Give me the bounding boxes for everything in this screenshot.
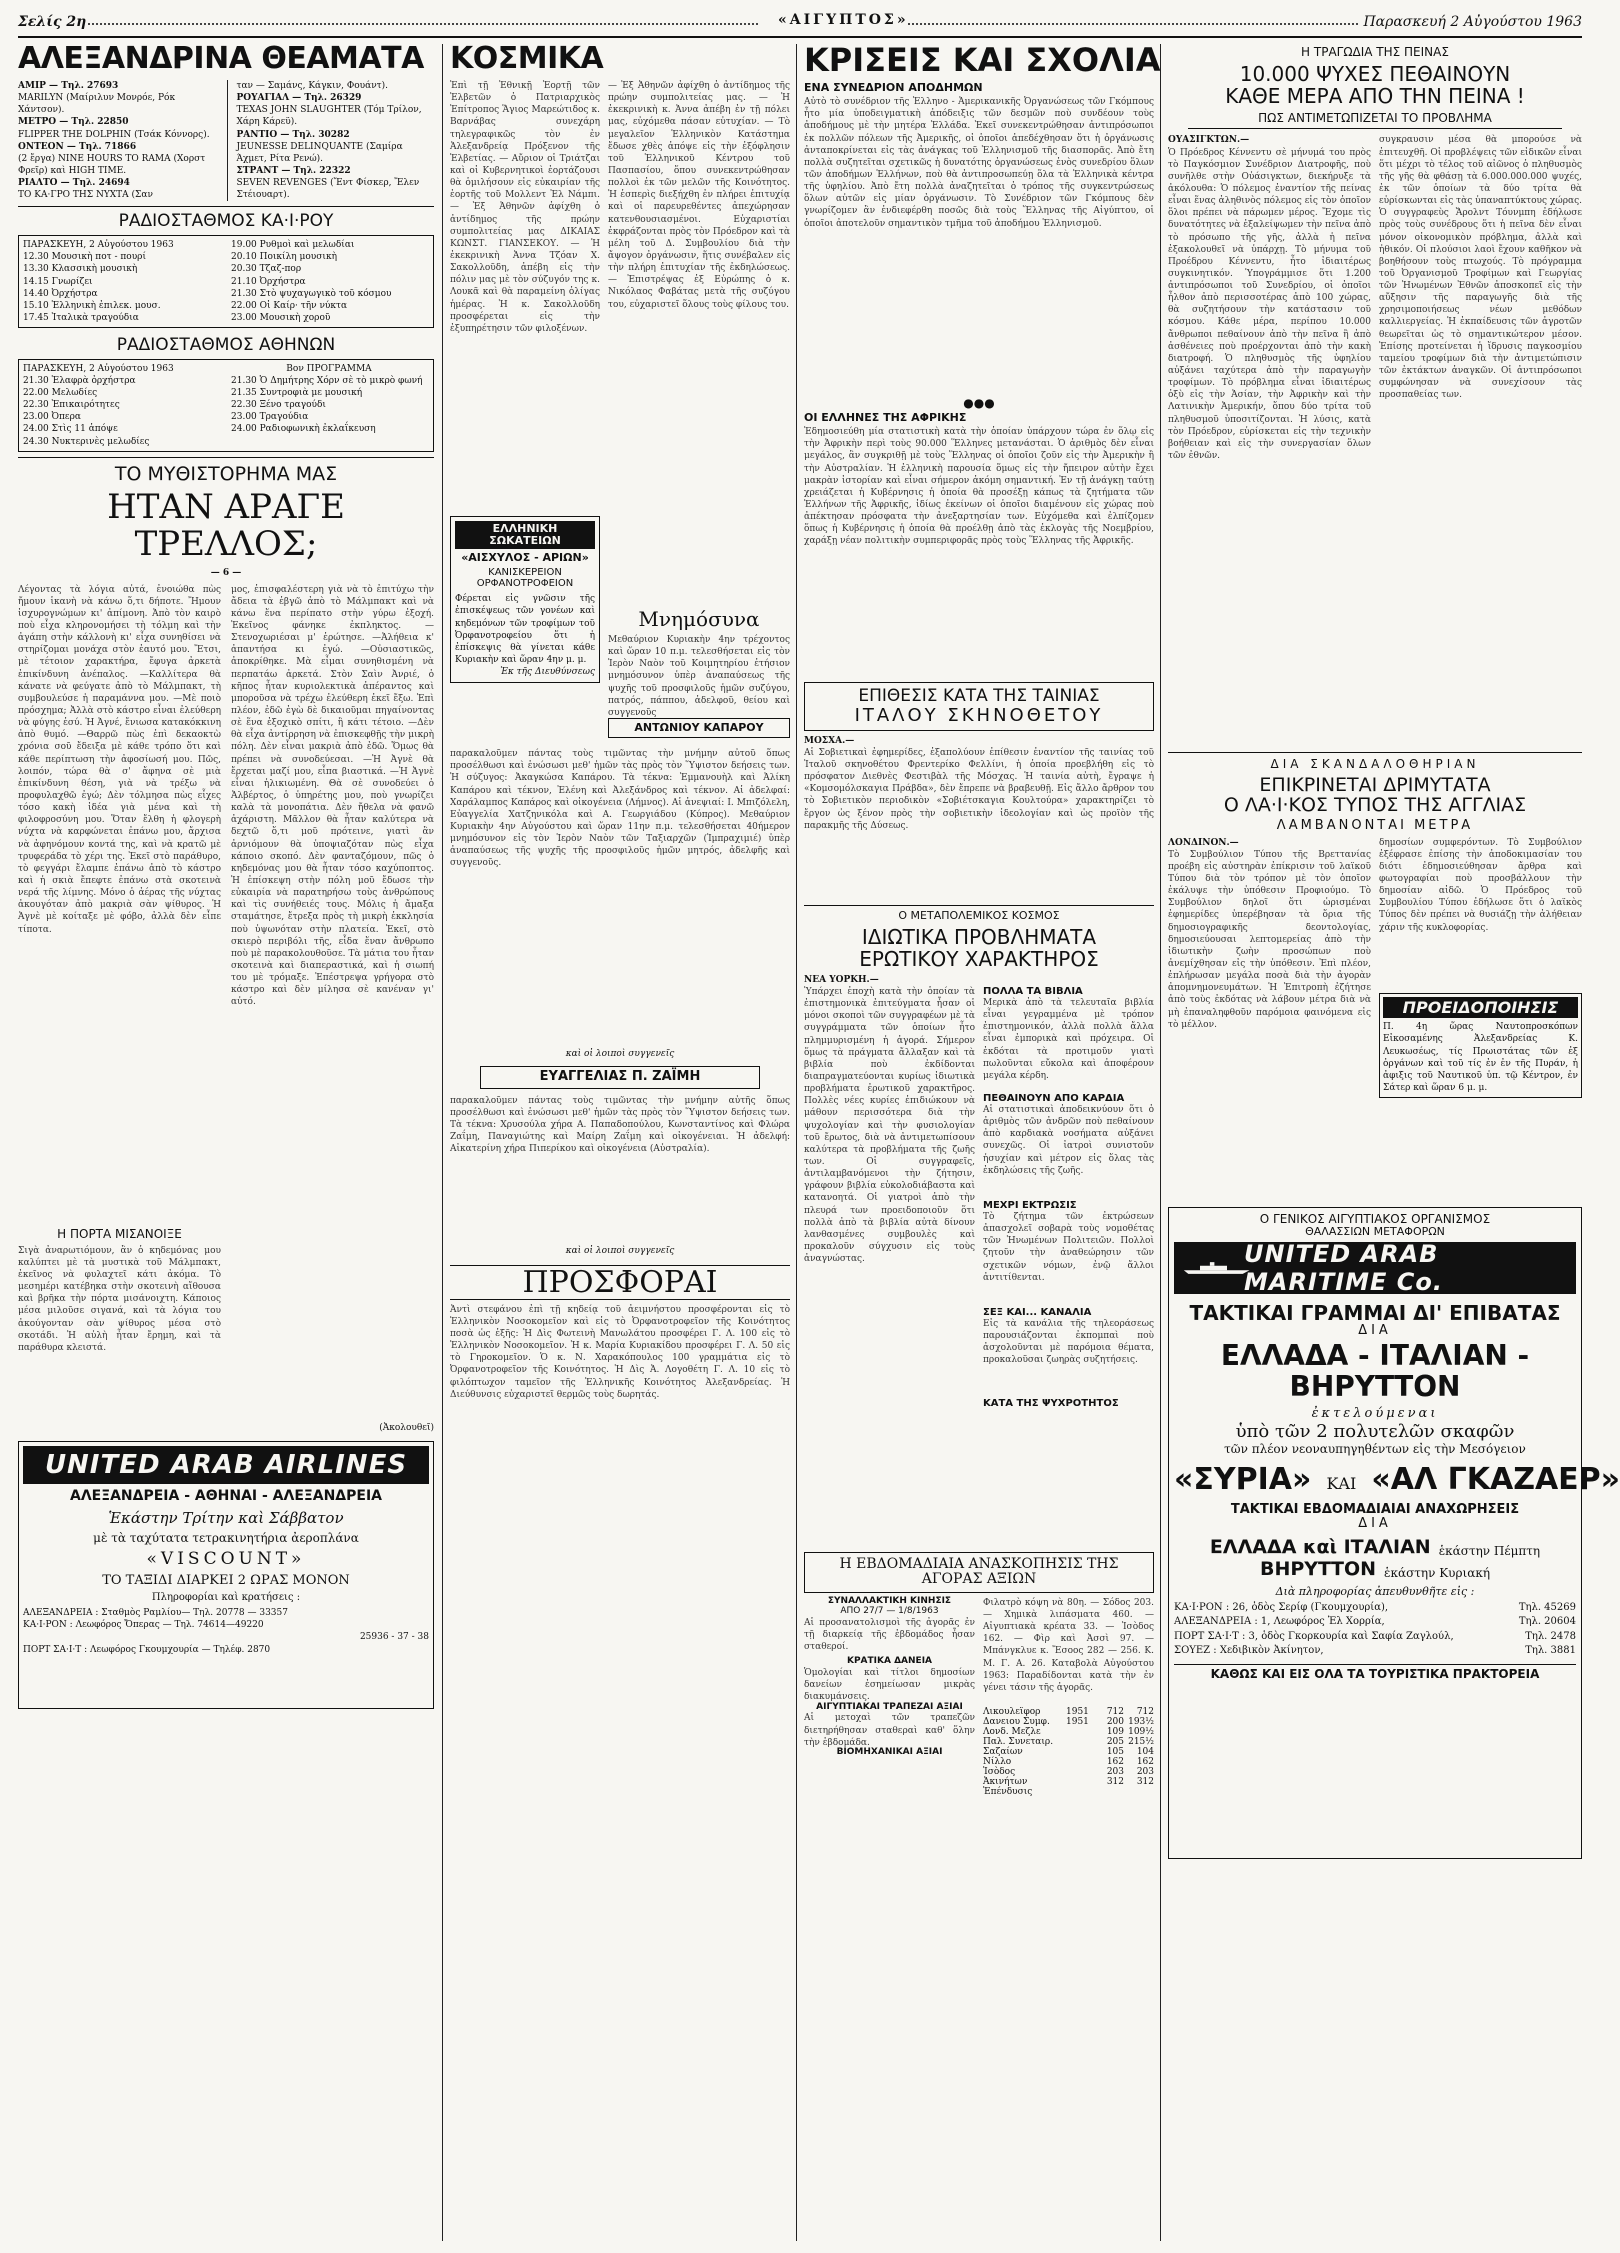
memorial-text: παρακαλοῦμεν πάντας τοὺς τιμῶντας τὴν μνήμην αὐτοῦ ὅπως προσέλθωσι καὶ ἑνώσωσι μεθ' ἡμῶν τὰς πρὸς τὸν Ὕψιστον δεήσεις των. Ἡ σύζυγος: Ἀκαγκώσα Καπάρου. Τὰ τέκνα: Ἐμμανουὴλ καὶ Ἀλίκη Καπάρου καὶ τέκνον, Ἐλένη καὶ Ἀλεξάνδρος καὶ τέκνον. Αἱ ἀδελφαί: Χαράλαμπος Καπάρος καὶ οἰκογένεια (Λήμνος). Αἱ ἀνεψιαί: Ι. Μπιζόλελη, Εὐαγγελία Χατζηνικόλα καὶ Α. Γεωργιάδου (Κύπρος). Μεθαύριον Κυριακὴν 4ην Αὐγούστου καὶ ὥραν 11ην π.μ. τελεσθήσεται 40ήμερον μνημόσυνον εἰς τὸν Ἱερὸν Ναὸν τῶν Ταξιαρχῶν (Ἰμπραχιμιέ) ὑπὲρ ἀναπαύσεως τῆς ψυχῆς τῆς προσφιλοῦς ἡμῶν μητρός, ἀδελφῆς καὶ συγγενοῦς. (450, 749, 790, 869)
article-text: Αὐτὸ τὸ συνέδριον τῆς Ἑλληνο - Ἀμερικανικῆς Ὀργανώσεως τῶν Γκόμπους ἦτο μία ὑποδειγματικὴ ἀπόδειξις τῶν δεσμῶν ποὺ συνδέουν τοὺς ἀποδήμους μὲ τὴν μητέρα Ἑλλάδα. Ἐκεῖ συνεκεντρώθησαν ἀντιπρόσωποι ἐκ πολλῶν πόλεων τῆς Ἀμερικῆς, οἱ ὁποῖοι ἀπεδέχθησαν ὅτι ἡ ὀργάνωσις ἀνταποκρίνεται εἰς τὰς ἀνάγκας τοῦ Ἑλληνισμοῦ τῆς διασπορᾶς. Ἀπὸ ἔτη πολλὰ συζητεῖται σχετικῶς ἡ δυνατότης ὀργανώσεως ἑνὸς συνεδρίου ὅλων τῶν ἀποδήμων Ἑλλήνων, ποὺ θὰ ἀντιπροσωπεύῃ ὅλα τὰ Ἑλληνικὰ κέντρα τῆς ὑφηλίου. Ἀπὸ ἔτη πολλὰ ἀναζητεῖται ὁ τρόπος τῆς συγκεντρώσεως ὅλων αὐτῶν εἰς μίαν ὀργάνωσιν. Τὸ Συνέδριον τῶν Γκόμπους δὲν γνωρίζομεν ἂν ἐνδιεφέρθη ποσῶς διὰ τοὺς Ἕλληνας τῆς Αἰγύπτου, οἱ ὁποῖοι ἀποτελοῦν σημαντικὸν τμῆμα τοῦ ἀποδήμου Ἑλληνισμοῦ. (804, 97, 1154, 229)
uaa-aircraft: «VISCOUNT» (146, 1549, 306, 1570)
divider (18, 206, 434, 207)
memorial-sign: καὶ οἱ λοιποὶ συγγενεῖς (565, 1245, 675, 1256)
cinema-line: MARILYN (Μαίριλυν Μονρόε, Ρόκ Χάντσον). (18, 93, 176, 116)
market-table (983, 1707, 1154, 1797)
dest-name: ΒΗΡΥΤΤΟΝ (1259, 1557, 1377, 1580)
section-title-commentary: ΚΡΙΣΕΙΣ ΚΑΙ ΣΧΟΛΙΑ (804, 41, 1161, 79)
novel-text: μος, ἐπισφαλέστερη γιὰ νὰ τὸ ἐπιτύχω τὴν ἄδεια τὰ ἐβγῶ ἀπὸ τὸ Μάλμπακτ καὶ νὰ κάνω ἕνα περίπατο στὴν γύρω ἐξοχή. Ἐκεῖνος φάνηκε ἐκπληκτος. —Στενοχωριέσαι μ' ἐρώτησε. —Ἀλήθεια κ' ἀπαντήσα κι ἐγώ. —Οὐσιαστικῶς, ἀποκρίθηκε. Μὰ εἶμαι συνηθισμένη νὰ περπατάω ἀρκετά. Στὸν Σαὶν Ἀνριέ, ὁ κῆπος ἦταν κυριολεκτικὰ ἀπέραντος καὶ μποροῦσα νὰ τρέχω ἐλεύθερη ἐκεῖ ἔξω. Ἐπὶ πλέον, ἐδῶ ἐγὼ δὲ δικαιοῦμαι πηγαίνοντας σὲ ἕνα ἐξοχικὸ σπίτι, ἢ κάτι τέτοιο. —Δὲν θὰ εἶχα ἀντίρρηση νὰ ἐπισκεφθῇς τὴν μικρὴ πόλη. Δὲν εἶναι μακριὰ ἀπὸ ἐδῶ. Ὅμως θὰ πρέπει νὰ συνοδεύεσαι. —Ἡ Ἀγνὲ θὰ ἔρχεται μαζί μου, εἶπα βιαστικά. —Ἡ Ἀγνὲ εἶναι ἡλικιωμένη. Θὰ σὲ συνοδεύει ὁ Ἀλβέρτος, ὁ ὑπηρέτης μου, ποὺ γνωρίζει καλὰ τὰ μονοπάτια. Δὲν ἤθελα νὰ φανῶ ἀχάριστη. Μᾶλλον θὰ ἦταν καλύτερα νὰ δεχτῶ ὅ,τι μοῦ πρότεινε, γιατὶ ἂν ἀρνιόμουν θὰ ὑποψιαζόταν πὼς εἶχα κάποιο σκοπό. Δὲν φανταζόμουν, πῶς ὁ κηδεμόνας μου θὰ ἦταν τόσο καχύποπτος. Ἡ ἐπίσκεψη στὴν πόλη μοῦ ἔδωσε τὴν εὐκαιρία νὰ παρατηρήσω τοὺς ἀνθρώπους καὶ τὶς συνήθειές τους. Μόλις ἡ ἄμαξα σταμάτησε, ἔτρεξα πρὸς τὴ μικρὴ ἐκκλησία ποὺ ὑψωνόταν στὴν πλατεία. Ἐκεῖ, στὸ σκιερὸ περιβόλι τῆς, εἶδα ἕναν ἄνθρωπο ποὺ μὲ παρακολουθοῦσε. Τὰ μάτια του ἦταν σκοτεινὰ καὶ διαπεραστικά, καὶ ἡ σιωπή του μὲ τρόμαξε. Ἐπέστρεψα γρήγορα στὸ κάστρο καὶ δὲν μίλησα σὲ κανέναν γι' αὐτό. (231, 584, 434, 1008)
cinema-line: ΡΑΝΤΙΟ — Τηλ. 30282 (236, 129, 350, 140)
memorial-name: ΕΥΑΓΓΕΛΙΑΣ Π. ΖΑΪΜΗ (480, 1066, 760, 1088)
radio-line: 14.40 Ὀρχήστρα (23, 288, 98, 299)
radio-athens-left (23, 363, 223, 448)
postwar-right (983, 986, 1154, 1546)
table-cell: Σαζαίων (983, 1746, 1023, 1757)
cinema-list-left (18, 80, 219, 201)
page-number: Σελίς 2η (18, 14, 87, 30)
column-commentary (804, 41, 1161, 2241)
film-headline: ΙΤΑΛΟΥ ΣΚΗΝΟΘΕΤΟΥ (854, 704, 1104, 726)
table-row (983, 1777, 1154, 1797)
society-right (608, 80, 790, 742)
table-cell: Ἰσὸδος (983, 1766, 1016, 1777)
shipping-dia: ΔΙΑ (1358, 1323, 1392, 1339)
table-row (983, 1737, 1154, 1747)
radio-cairo-schedule (23, 239, 429, 324)
uaa-advertisement (18, 1441, 434, 1709)
scandal-body (1168, 837, 1582, 1199)
table-cell: 162 (1136, 1756, 1154, 1767)
uaa-office: ΑΛΕΞΑΝΔΡΕΙΑ : Σταθμὸς Ραμλίου— Τηλ. 20778 — 33357 (23, 1608, 288, 1619)
radio-cairo-box (18, 235, 434, 328)
memorial-title: Μνημόσυνα (638, 607, 760, 631)
shipping-org: ΘΑΛΑΣΣΙΩΝ ΜΕΤΑΦΟΡΩΝ (1305, 1224, 1445, 1238)
radio-line: 21.10 Ὀρχήστρα (231, 276, 306, 287)
radio-athens-box (18, 359, 434, 452)
table-cell: Λικουλεϊφορ (983, 1706, 1041, 1717)
shipping-offices (1174, 1601, 1576, 1659)
table-cell: 109½ (1128, 1726, 1154, 1737)
shipping-info: Διὰ πληροφορίας ἀπευθυνθῆτε εἰς : (1275, 1584, 1475, 1598)
issue-date: Παρασκευή 2 Αὐγούστου 1963 (1363, 14, 1582, 30)
article-text: Ἐδημοσιεύθη μία στατιστικὴ κατὰ τὴν ὁποίαν ὑπάρχουν τώρα ἐν ὅλῳ εἰς τὴν Ἀφρικὴν περὶ τοὺς 90.000 Ἕλληνες μετανάσται. Ὁ ἀριθμὸς δὲν εἶναι μεγάλος, ἂν συγκριθῇ μὲ τοὺς Ἕλληνας οἱ ὁποῖοι ζοῦν εἰς τὴν Ἀμερικὴν ἢ τὴν Αὐστραλίαν. Ἡ ἑλληνικὴ παρουσία ὅμως εἰς τὴν ἤπειρον αὐτὴν ἔχει μακρὰν ἱστορίαν καὶ εἶναι σήμερον ἀκόμη σημαντική. Ἐν τῇ ἀνάγκῃ ταύτῃ χρειάζεται ἡ Κυβέρνησις ἡ ὁποία θὰ προσέξῃ κάπως τὰ ζητήματα τῶν Ἑλλήνων τῆς Ἀφρικῆς, ἰδίως ἐκείνων οἱ ὁποῖοι διαμένουν εἰς χώρας ποὺ ἀπέκτησαν πρόσφατα τὴν ἀνεξαρτησίαν των. Εὐχόμεθα καὶ ἐλπίζομεν ὅπως ἡ Κυβέρνησις ἡ ὁποία θὰ προέλθῃ ἀπὸ τὰς ἐκλογὰς τῆς Νοεμβρίου, χαράξῃ νέαν πολιτικὴν συμπεριφορᾶς πρὸς τοὺς Ἕλληνας τῆς Ἀφρικῆς. (804, 427, 1154, 547)
radio-line: 24.00 Στὶς 11 ἀπόψε (23, 424, 118, 435)
shipping-dia: ΔΙΑ (1358, 1516, 1392, 1532)
uaa-offices (23, 1607, 429, 1656)
radio-line: 23.00 Ὀπερα (23, 412, 81, 423)
article-subhead: ΟΙ ΕΛΛΗΝΕΣ ΤΗΣ ΑΦΡΙΚΗΣ (804, 411, 967, 425)
office-address: ΑΛΕΞΑΝΔΡΕΙΑ : 1, Λεωφόρος Ἐλ Χορρία, (1174, 1616, 1385, 1628)
postwar-kicker: Ο ΜΕΤΑΠΟΛΕΜΙΚΟΣ ΚΟΣΜΟΣ (804, 905, 1154, 922)
scandal-text: δημοσίων συμφερόντων. Τὸ Συμβούλιον ἐξέφρασε ἐπίσης τὴν ἀποδοκιμασίαν του διότι ἐδημοσιεύθησαν ἄρθρα καὶ φωτογραφίαι ποὺ προσβάλλουν τὴν δημοσίαν αἰδῶ. Ὁ Πρόεδρος τοῦ Συμβουλίου Τύπου ἐδήλωσε ὅτι ὁ λαϊκὸς Τύπος δὲν πρέπει νὰ θυσιάζῃ τὴν ἀλήθειαν χάριν τῆς κυκλοφορίας. (1379, 837, 1582, 933)
dotted-rule (88, 23, 758, 25)
hunger-right (1379, 134, 1582, 744)
dest-day: ἑκάστην Κυριακή (1384, 1565, 1491, 1580)
postwar-text: Ὑπάρχει ἐποχὴ κατὰ τὴν ὁποίαν τὰ ἐπιστημονικὰ ἐπιτεύγματα ἦσαν οἱ μόνοι σκοποὶ τῶν συγγραφέων μὲ τὰ συγγράμματα τῶν ὁποίων ἦτο πλημμυρισμένη ἡ ἀγορά. Σήμερον ὅμως τὰ πράγματα ἄλλαξαν καὶ τὰ βιβλία ποὺ ἐκδίδονται διαπραγματεύονται κυρίως ἰδιωτικὰ προβλήματα ἐρωτικοῦ χαρακτῆρος. Πολλὲς νέες κυρίες ἐπιδιώκουν νὰ μάθουν περισσότερα διὰ τὴν ψυχολογίαν καὶ τὴν φυσιολογίαν τοῦ ἔρωτος, διὰ νὰ ἀντιμετωπίσουν καλύτερα τὰ προβλήματα τῆς ζωῆς των. Οἱ συγγραφεῖς, ἀντιλαμβανόμενοι τὴν ζήτησιν, γράφουν βιβλία εὐκολοδιάβαστα καὶ κατανοητά. Οἱ γιατροὶ ἀπὸ τὴν πλευρά των προειδοποιοῦν ὅτι πολλὰ ἀπὸ τὰ βιβλία αὐτὰ δίνουν λανθασμένες συμβουλὲς καὶ προκαλοῦν σύγχυσιν εἰς τοὺς ἀναγνώστας. (804, 987, 975, 1265)
cinema-line: ΤΟ ΚΑ·ΓΡΟ ΤΗΣ ΝΥΧΤΑ (Σαν (18, 190, 153, 201)
table-row (983, 1727, 1154, 1737)
masthead (18, 10, 1582, 38)
novel-title: ΗΤΑΝ ΑΡΑΓΕ ΤΡΕΛΛΟΣ; (107, 486, 345, 565)
market-right (983, 1597, 1154, 1797)
film-headline: ΕΠΙΘΕΣΙΣ ΚΑΤΑ ΤΗΣ ΤΑΙΝΙΑΣ (858, 686, 1100, 707)
novel-subhead: Η ΠΟΡΤΑ ΜΙΣΑΝΟΙΞΕ (57, 1226, 182, 1241)
shipping-advertisement (1168, 1207, 1620, 1859)
table-cell: 1951 (1066, 1716, 1089, 1727)
table-cell: Ἀκινήτων Ἐπένδυσις (983, 1776, 1033, 1797)
radio-line: 22.00 Μελωδίες (23, 388, 98, 399)
cinema-line: ΡΙΑΛΤΟ — Τηλ. 24694 (18, 178, 130, 189)
maritime-banner-text: UNITED ARAB MARITIME Co. (1244, 1240, 1444, 1297)
radio-line: 13.30 Κλασσικὴ μουσικὴ (23, 264, 138, 275)
uaa-route: ΑΛΕΞΑΝΔΡΕΙΑ - ΑΘΗΝΑΙ - ΑΛΕΞΑΝΔΡΕΙΑ (70, 1487, 382, 1504)
table-cell: 203 (1106, 1766, 1124, 1777)
radio-date: ΠΑΡΑΣΚΕΥΗ, 2 Αὐγούστου 1963 (23, 363, 174, 374)
shipping-ships (1174, 1461, 1620, 1497)
society-left (450, 80, 600, 742)
radio-line: 20.30 Τζαζ-πορ (231, 264, 302, 275)
cinema-line: SEVEN REVENGES (Ἔντ Φίσκερ, Ἔλεν Στέιουαρτ). (236, 178, 420, 201)
table-cell: 104 (1136, 1746, 1154, 1757)
uaa-duration: ΤΟ ΤΑΞΙΔΙ ΔΙΑΡΚΕΙ 2 ΩΡΑΣ ΜΟΝΟΝ (102, 1573, 350, 1589)
office-address: ΣΟΥΕΖ : Χεδιβικὸν Ἀκίνητον, (1174, 1645, 1324, 1657)
postwar-text: Αἱ στατιστικαὶ ἀποδεικνύουν ὅτι ὁ ἀριθμὸς τῶν ἀνδρῶν ποὺ πεθαίνουν ἀπὸ καρδιακὰ νοσήματα αὐξάνει συνεχῶς. Οἱ ἰατροὶ συνιστοῦν ἡσυχίαν καὶ μέτρον εἰς ὅλας τὰς ἐκδηλώσεις τῆς ζωῆς. (983, 1105, 1154, 1176)
radio-cairo-title: ΡΑΔΙΟΣΤΑΘΜΟΣ ΚΑ·Ι·ΡΟΥ (118, 211, 334, 232)
column-entertainment (18, 41, 434, 2241)
radio-line: 22.00 Οἱ Καίρ· τῆν νύκτα (231, 300, 348, 311)
column-rule (442, 44, 443, 2241)
dest-day: ἑκάστην Πέμπτη (1438, 1543, 1541, 1558)
radio-line: 24.00 Ραδιοφωνικὴ ἐκλαΐκευση (231, 424, 376, 435)
market-text: Ὁμολογίαι καὶ τίτλοι δημοσίων δανείων ἐσημείωσαν μικρὰς διακυμάνσεις. (804, 1667, 975, 1702)
notice-box (1379, 993, 1582, 1098)
radio-line: 20.10 Ποικίλη μουσικὴ (231, 252, 337, 263)
radio-line: 22.30 Ἐπικαιρότητες (23, 400, 120, 411)
column-society (450, 41, 790, 2241)
column-rule (796, 44, 797, 2241)
postwar-subhead: ΚΑΤΑ ΤΗΣ ΨΥΧΡΟΤΗΤΟΣ (983, 1398, 1119, 1410)
hunger-kicker: Η ΤΡΑΓΩΔΙΑ ΤΗΣ ΠΕΙΝΑΣ (1301, 45, 1449, 59)
shipping-by: ὑπὸ τῶν 2 πολυτελῶν σκαφῶν (1235, 1420, 1515, 1442)
radio-line: 21.30 Ἑλαφρὰ ὀρχήστρα (23, 375, 136, 386)
column-rule (1160, 44, 1161, 2241)
uaa-days: Ἑκάστην Τρίτην καὶ Σάββατον (108, 1509, 344, 1528)
hunger-headline: 10.000 ΨΥΧΕΣ ΠΕΘΑΙΝΟΥΝ (1239, 62, 1511, 87)
table-cell (1066, 1737, 1096, 1747)
table-cell: 105 (1106, 1746, 1124, 1757)
market-period: ΑΠΟ 27/7 — 1/8/1963 (840, 1605, 939, 1616)
film-dateline: ΜΟΣΧΑ.— (804, 735, 855, 746)
market-text: Φιλατρὸ κόψη νὰ 80η. — Σόδος 203. — Χημικὰ λιπάσματα 460. — Αἰγυπτιακὰ κρέατα 33. — Ἰσὸδος 162. — Φὶρ καὶ Ἀσσὶ 97. — Μπάνγκλυε κ. Ἔσοος 282 — 256. Κ. Μ. Γ. Α. 26. Καταβολὰ Αὐγούστου 1963: Παραδίδονται κατὰ τὴν ἐν γένει τάσιν τῆς ἀγορᾶς. (983, 1597, 1154, 1693)
cinema-line: JEUNESSE DELINQUANTE (Σαμίρα Άχμετ, Ρίτα Ρενώ). (236, 141, 403, 164)
notice-text: Π. 4η ὥρας Ναυτοπροσκόπων Εἰκοσαμένης Ἀλεξανδρείας Κ. Λευκωσέως, τίς Πρωιστάτας τῶν ἐξ ὀργάνων καὶ τοῦ τίς ἐν ἐν τῆς Πυράν, ἡ ἀφιξις τοῦ Ναυτικοῦ ὑπ. τῷ Κέντρον, ἐν Σάτερ καὶ ὥραν 6 μ. μ. (1383, 1022, 1578, 1093)
market-text: Αἱ μετοχαὶ τῶν τραπεζῶν διετηρήθησαν σταθεραὶ καθ' ὅλην τὴν ἑβδομάδα. (804, 1713, 975, 1748)
postwar-subhead: ΣΕΞ ΚΑΙ... ΚΑΝΑΛΙΑ (983, 1307, 1092, 1319)
memorial-name: ΑΝΤΩΝΙΟΥ ΚΑΠΑΡΟΥ (608, 718, 790, 738)
scandal-text: Τὸ Συμβούλιον Τύπου τῆς Βρεττανίας προέβη εἰς αὐστηρὰν ἐπίκρισιν τοῦ λαϊκοῦ Τύπου διὰ τὸν τρόπον μὲ τὸν ὁποῖον ἐκάλυψε τὴν ὑπόθεσιν Προφιούμο. Τὸ Συμβούλιον δηλοῖ ὅτι ὡρισμέναι ἐφημερίδες ὑπερέβησαν τὰ ὅρια τῆς δημοσιογραφικῆς δεοντολογίας, δημοσιεύουσαι λεπτομερείας ἀπὸ τὴν ἰδιωτικὴν ζωὴν προσώπων ποὺ ἀνεμίχθησαν εἰς τὴν ὑπόθεσιν. Ἐπὶ πλέον, ἐπλήρωσαν μεγάλα ποσὰ διὰ τὴν ἀγορὰν ἀπομνημονευμάτων. Ἡ Ἐπιτροπὴ ἐζήτησε ἀπὸ τοὺς ἐκδότας νὰ λάβουν μέτρα διὰ νὰ μὴ ἐπαναληφθοῦν παρόμοια φαινόμενα εἰς τὸ μέλλον. (1168, 849, 1371, 1030)
table-cell: 193½ (1128, 1716, 1154, 1727)
shipping-office (1174, 1601, 1576, 1616)
shipping-dest (1174, 1536, 1576, 1558)
continued-note: (Ἀκολουθεῖ) (379, 1422, 434, 1433)
divider (227, 80, 228, 201)
table-cell: 109 (1106, 1726, 1124, 1737)
table-cell (1066, 1727, 1096, 1737)
market-sub: ΣΥΝΑΛΛΑΚΤΙΚΗ ΚΙΝΗΣΙΣ (827, 1595, 952, 1606)
shipping-by2: τῶν πλέον νεοναυπηγηθέντων εἰς τὴν Μεσόγειον (1224, 1441, 1526, 1456)
scandal-dateline: ΛΟΝΔΙΝΟΝ.— (1168, 837, 1239, 848)
table-row (983, 1757, 1154, 1767)
scandal-kicker: ΔΙΑ ΣΚΑΝΔΑΛΟΘΗΡΙΑΝ (1168, 752, 1582, 771)
ship-icon (1182, 1253, 1254, 1283)
cinema-line: ΑΜΙΡ — Τηλ. 27693 (18, 81, 119, 91)
radio-line: 19.00 Ρυθμοὶ καὶ μελωδίαι (231, 240, 355, 251)
table-cell: 312 (1106, 1776, 1124, 1787)
radio-date: ΠΑΡΑΣΚΕΥΗ, 2 Αὐγούστου 1963 (23, 240, 174, 251)
table-cell (1066, 1747, 1096, 1757)
uaa-info-title: Πληροφορίαι καὶ κρατήσεις : (151, 1592, 301, 1604)
cinema-line: ΜΕΤΡΟ — Τηλ. 22850 (18, 117, 129, 128)
novel-kicker: ΤΟ ΜΥΘΙΣΤΟΡΗΜΑ ΜΑΣ (114, 462, 338, 485)
radio-line: Βον ΠΡΟΓΡΑΜΜΑ (286, 363, 372, 374)
table-row (983, 1747, 1154, 1757)
dest-name: ΕΛΛΑΔΑ καὶ ΙΤΑΛΙΑΝ (1209, 1535, 1431, 1558)
novel-text: Σιγὰ ἀναρωτιόμουν, ἂν ὁ κηδεμόνας μου καλύπτει μὲ τὰ μυστικὰ τοῦ Μάλμπακτ, ἐκεῖνος νὰ φυλαχτεῖ κάτι ἀκόμα. Τὸ μεσημέρι κατέβηκα στὴν σκοτεινὴ αἴθουσα καὶ βρῆκα τὴν πόρτα μισάνοιχτη. Κάποιος μέσα μιλοῦσε σιγανά, καὶ τὰ λόγια του ἀκούγονταν σὰν ψίθυρος μέσα στὸ σκοτάδι. Ἡ αὐλὴ ἦταν ἔρημη, καὶ τὰ παράθυρα κλειστά. (18, 1245, 221, 1353)
postwar-text: Εἰς τὰ κανάλια τῆς τηλεοράσεως παρουσιάζονται ἐκπομπαὶ ποὺ ἀσχολοῦνται μὲ παρόμοια θέματα, προκαλοῦσαι ζωηρὰς συζητήσεις. (983, 1319, 1154, 1366)
radio-line: 24.30 Νυκτερινὲς μελωδίες (23, 436, 150, 447)
radio-cairo-right (231, 239, 427, 324)
film-text: Αἱ Σοβιετικαὶ ἐφημερίδες, ἐξαπολύουν ἐπίθεσιν ἐναντίον τῆς ταινίας τοῦ Ἰταλοῦ σκηνοθέτου Φρεντερίκο Φελλίνι, ἡ ὁποία προεβλήθη εἰς τὸ πρόσφατον Διεθνὲς Φεστιβὰλ τῆς Μόσχας. Ἡ ταινία αὐτὴ, ἔγραψε ἡ «Κομσομόλσκαγια Πράβδα», δὲν ἔπρεπε νὰ βραβευθῇ. Εἰς ἄλλο ἄρθρον του τὸ Σοβιετικὸν περιοδικὸν «Σοβιέτσκαγια Κουλτούρα» χαρακτηρίζει τὸ ἔργον ὡς ξένον πρὸς τὴν σοβιετικὴν ἰδεολογίαν καὶ ὡς προϊὸν τῆς παρακμῆς τῆς Δύσεως. (804, 747, 1154, 831)
uaa-aircraft-line: μὲ τὰ ταχύτατα τετρακινητήρια ἀεροπλάνα (93, 1531, 359, 1546)
table-cell: 162 (1106, 1756, 1124, 1767)
shipping-office (1174, 1644, 1576, 1659)
market-text: Αἱ προσανατολισμοὶ τῆς ἀγορᾶς ἐν τῇ διαρκείᾳ τῆς ἑβδομάδος ἦσαν σταθεροί. (804, 1617, 975, 1652)
shipping-org: Ο ΓΕΝΙΚΟΣ ΑΙΓΥΠΤΙΑΚΟΣ ΟΡΓΑΝΙΣΜΟΣ (1259, 1211, 1491, 1226)
shipping-dest (1174, 1558, 1576, 1580)
radio-line: 12.30 Μουσικὴ ποτ - πουρί (23, 252, 146, 263)
novel-column-right (231, 584, 434, 1435)
ship-and: ΚΑΙ (1326, 1473, 1357, 1493)
table-cell: Παλ. Συνεταιρ. (983, 1736, 1054, 1747)
radio-line: 21.30 Στὸ ψυχαγωγικὸ τοῦ κόσμου (231, 288, 392, 299)
orphanage-line: «ΑΙΣΧΥΛΟΣ - ΑΡΙΩΝ» (461, 551, 589, 565)
society-body (450, 80, 790, 742)
hunger-text: συγκραυσιν μέσα θὰ μπορούσε νὰ ἐπιτευχθῆ. Οἱ προβλέψεις τῶν εἰδικῶν εἶναι ὅτι μέχρι τὸ τέλος τοῦ αἰῶνος ὁ πληθυσμὸς τῆς γῆς θὰ φθάσῃ τὰ 6.000.000.000 ψυχές, ἐκ τῶν ὁποίων τὰ δύο τρίτα θὰ εὑρίσκωνται εἰς τὰς ὑπαναπτύκτους χώρας. Ὁ συγγραφεὺς Ἄρολντ Τόυνμπη ἐδήλωσε πρὸς τοὺς συνέδρους ὅτι ἡ πεῖνα δὲν εἶναι μόνον οἰκονομικὸν πρόβλημα, ἀλλὰ καὶ ἠθικόν. Οἱ πλούσιοι λαοὶ ἔχουν καθῆκον νὰ βοηθήσουν τοὺς πτωχούς. Τὸ πρόγραμμα τοῦ Ὀργανισμοῦ Τροφίμων καὶ Γεωργίας τῶν Ἡνωμένων Ἐθνῶν ἀποσκοπεῖ εἰς τὴν αὔξησιν τῆς παραγωγῆς διὰ τῆς χρησιμοποιήσεως νέων μεθόδων καλλιεργείας. Ἡ ἐκπαίδευσις τῶν ἀγροτῶν θεωρεῖται ὡς τὸ σημαντικώτερον μέσον. Ἐπίσης προτείνεται ἡ ἵδρυσις παγκοσμίου ταμείου τροφίμων διὰ τὴν ἀντιμετώπισιν τῶν ἐκτάκτων ἀναγκῶν. Οἱ ἀντιπρόσωποι συμφώνησαν νὰ συνεχίσουν τὰς προσπαθείας των. (1379, 135, 1582, 401)
orphanage-line: ΚΑΝΙΣΚΕΡΕΙΟΝ (488, 567, 562, 579)
orphanage-text: Φέρεται εἰς γνῶσιν τῆς ἐπισκέψεως τῶν γονέων καὶ κηδεμόνων τῶν τροφίμων τοῦ Ὀρφανοτροφείου ὅτι ἡ ἐπίσκεψις θὰ γίνεται κάθε Κυριακὴν καὶ ὥραν 4ην μ. μ. (455, 594, 595, 665)
memorial-sign: καὶ οἱ λοιποὶ συγγενεῖς (565, 1049, 675, 1060)
cinema-line: ταν — Σαμάνς, Κάγκιν, Φουάντ). (236, 81, 389, 91)
radio-line: 17.45 Ἰταλικὰ τραγούδια (23, 312, 139, 323)
society-filler: Ἐπὶ τῇ Ἐθνικῇ Ἑορτῇ τῶν Ἐλβετῶν ὁ Πατριαρχικὸς Ἐπίτροπος Ἅγιος Μαρεώτιδος κ. Βαρνάβας συνεχάρη τηλεγραφικῶς τὸν ἐν Ἀλεξανδρείᾳ Πρόξενον τῆς Ἑλβετίας. — Αὔριον οἱ Τριάτζαι καὶ οἱ Κυβερνητικοὶ ἑορτάζουσι θὰ ὁμιλήσουν εἰς εὐκαιρίαν τῆς ἑορτῆς τοῦ Μολλεντ Ἐλ Νάμπι. — Ἐξ Ἀθηνῶν ἀφίχθη ὁ ἀντίδημος τῆς πρώην συμπολιτείας μας ΔΙΚΑΙΑΣ ΚΩΝΣΤ. ΓΙΑΝΣΕΚΟΥ. — Ἡ ἐκεκρινικὴ Ἀννα Τζόαν Χ. Σακολλοῦδη, ἀπέβη εἰς τὴν πόλιν μας μὲ τὸν σύζυγόν της κ. Λουκᾶ καὶ θὰ παραμείνη ὀλίγας ἡμέρας. Ἡ κ. Σακολλοῦδη προσφέρεται εἰς τὴν ἐξυπηρέτησιν τῶν φιλοξένων. (450, 81, 600, 334)
section-title-theatres: ΑΛΕΞΑΝΔΡΙΝΑ ΘΕΑΜΑΤΑ (18, 41, 424, 76)
table-cell (1066, 1767, 1096, 1777)
radio-line: 23.00 Τραγούδια (231, 412, 309, 423)
office-phone: Τηλ. 45269 (1518, 1601, 1576, 1613)
table-cell: 215½ (1128, 1736, 1154, 1747)
orphanage-sign: Ἐκ τῆς Διευθύνσεως (500, 667, 595, 678)
office-phone: Τηλ. 2478 (1525, 1630, 1576, 1642)
society-filler: — Ἐξ Ἀθηνῶν ἀφίχθη ὁ ἀντίδημος τῆς πρώην συμπολιτείας μας. — Ἡ ἐκεκρινικὴ κ. Ἀννα ἀπέβη ἐν τῇ πόλει μας, εὐχόμεθα πάσαν εὐτυχίαν. — Τὸ μεγαλεῖον Ἑλληνικὸν Κατάστημα ἔδωσε χθὲς ἀπόψε εἰς τὴν ἐξόφλησιν τοῦ Ἑλληνικοῦ Κέντρου τοῦ Πασπασίου, ὅπου συνεκεντρώθησαν πολλοὶ ἐκ τῶν μελῶν τῆς Κοινότητος. Ἡ ἑσπερὶς διεξήχθη ἐν πλήρει ἐπιτυχίᾳ καὶ οἱ παρευρεθέντες ἀπεχώρησαν κατενθουσιασμένοι. Εὐχαριστίαι ἐκφράζονται πρὸς τὸν Πρόεδρον καὶ τὰ μέλη τοῦ Δ. Συμβουλίου διὰ τὴν ἄψογον ὀργάνωσιν, ἥτις συνέβαλεν εἰς τὴν πλήρη ἐπιτυχίαν τῆς ἐκδηλώσεως. — Ἐπιστρέψας ἐξ Εὐρώπης ὁ κ. Νικόλαος Φαβάτας μετὰ τῆς συζύγου του, εὐχαριστεῖ ὅλους τοὺς φίλους του. (608, 81, 790, 310)
scandal-headline: Ο ΛΑ·Ι·ΚΟΣ ΤΥΠΟΣ ΤΗΣ ΑΓΓΛΙΑΣ (1223, 794, 1527, 817)
hunger-left (1168, 134, 1371, 744)
table-row (983, 1707, 1154, 1717)
office-address: ΠΟΡΤ ΣΑ·Ι·Τ : 3, ὁδὸς Γκορκουρία καὶ Σαφία Ζαγλούλ, (1174, 1630, 1454, 1642)
article-subhead: ΕΝΑ ΣΥΝΕΔΡΙΟΝ ΑΠΟΔΗΜΩΝ (804, 81, 983, 94)
radio-athens-title: ΡΑΔΙΟΣΤΑΘΜΟΣ ΑΘΗΝΩΝ (116, 335, 336, 356)
office-phone: Τηλ. 3881 (1525, 1645, 1576, 1657)
ornament: ●●● (963, 396, 995, 411)
table-cell (1066, 1777, 1096, 1797)
market-subhead: ΒΙΟΜΗΧΑΝΙΚΑΙ ΑΞΙΑΙ (836, 1747, 943, 1758)
shipping-footer: ΚΑΘΩΣ ΚΑΙ ΕΙΣ ΟΛΑ ΤΑ ΤΟΥΡΙΣΤΙΚΑ ΠΡΑΚΤΟΡΕΙΑ (1174, 1664, 1576, 1681)
hunger-body (1168, 134, 1582, 744)
maritime-banner (1174, 1240, 1576, 1297)
postwar-text: Μερικὰ ἀπὸ τὰ τελευταῖα βιβλία εἶναι γεγραμμένα μὲ τρόπον ἐπιστημονικόν, ἀλλὰ πολλὰ ἄλλα εἶναι ἐμπορικὰ καὶ πρόχειρα. Οἱ ἐκδόται τὰ προτιμοῦν γιατὶ πωλοῦνται εὔκολα καὶ ἀποφέρουν μεγάλα κέρδη. (983, 998, 1154, 1081)
postwar-headline: ΙΔΙΩΤΙΚΑ ΠΡΟΒΛΗΜΑΤΑ ΕΡΩΤΙΚΟΥ ΧΑΡΑΚΤΗΡΟΣ (859, 924, 1099, 971)
novel-body (18, 584, 434, 1435)
offerings-text: Ἀντὶ στεφάνου ἐπὶ τῇ κηδείᾳ τοῦ ἀειμνήστου προσφέρονται εἰς τὸ Ἑλληνικὸν Νοσοκομεῖον καὶ εἰς τὸ Ὀρφανοτροφεῖον τῆς Κοινότητος ποσὰ ὡς ἑξῆς: Ἡ Δὶς Φωτεινὴ Μανωλάτου προσφέρει Γ. Λ. 100 εἰς τὸ Ἑλληνικὸν Νοσοκομεῖον. Ἡ κ. Μαρία Κυριακίδου προσφέρει Γ. Λ. 50 εἰς τὸ Γηροκομεῖον. Ὁ κ. Ν. Χαρακόπουλος 100 γραμμάτια εἰς τὸ Ὀρφανοτροφεῖον τῆς Κοινότητος. Ἡ Δὶς Ἀ. Λογοθέτη Γ. Λ. 10 εἰς τὸ φιλόπτωχον ταμεῖον τῆς Ἑλληνικῆς Κοινότητος Ἀλεξανδρείας. Ἡ Διεύθυνσις εὐχαριστεῖ θερμῶς τοὺς δωρητάς. (450, 1304, 790, 1400)
scandal-subhead: ΛΑΜΒΑΝΟΝΤΑΙ ΜΕΤΡΑ (1276, 818, 1474, 834)
column-world (1168, 44, 1620, 2241)
postwar-body (804, 986, 1154, 1546)
shipping-office (1174, 1615, 1576, 1630)
scandal-right (1379, 837, 1582, 1199)
scandal-headline: ΕΠΙΚΡΙΝΕΤΑΙ ΔΡΙΜΥΤΑΤΑ (1259, 773, 1491, 796)
radio-line: 21.30 Ὁ Δημήτρης Χόρν σὲ τὸ μικρὸ φωνή (231, 375, 423, 386)
hunger-headline: ΚΑΘΕ ΜΕΡΑ ΑΠΟ ΤΗΝ ΠΕΙΝΑ ! (1225, 84, 1525, 109)
table-cell (1066, 1757, 1096, 1767)
uaa-office: ΠΟΡΤ ΣΑ·Ι·Τ : Λεωφόρος Γκουμχουρία — Τηλέφ. 2870 (23, 1644, 271, 1655)
table-cell: Δανειου Συμφ. (983, 1716, 1050, 1727)
film-article-header (804, 682, 1154, 730)
cinema-line: (2 ἔργα) NINE HOURS TO RAMA (Χορστ Φρεῖρ) καὶ HIGH TIME. (18, 153, 206, 176)
uaa-office: 25936 - 37 - 38 (359, 1632, 429, 1643)
postwar-text: Τὸ ζήτημα τῶν ἐκτρώσεων ἀπασχολεῖ σοβαρὰ τοὺς νομοθέτας τῶν Ἡνωμένων Πολιτειῶν. Πολλοὶ ζητοῦν τὴν ἀναθεώρησιν τῶν σχετικῶν νόμων, ἐνῷ ἄλλοι ἀντιτίθενται. (983, 1212, 1154, 1283)
cinema-listings (18, 80, 434, 201)
memorial-text: παρακαλοῦμεν πάντας τοὺς τιμῶντας τὴν μνήμην αὐτῆς ὅπως προσέλθωσι καὶ ἑνώσωσι μεθ' ἡμῶν τὰς πρὸς τὸν Ὕψιστον δεήσεις των. Τὰ τέκνα: Χρυσούλα χήρα Α. Παπαδοπούλου, Κωνσταντίνος καὶ Φλώρα Ζαΐμη, Παναγιώτης καὶ Μαίρη Ζαΐμη καὶ οἰκογένειαι. Ἡ ἀδελφή: Αἰκατερίνη χήρα Πιπερίκου καὶ οἰκογένεια (Αὐστραλία). (450, 1095, 790, 1155)
market-subhead: ΑΙΓΥΠΤΙΑΚΑΙ ΤΡΑΠΕΖΑΙ ΑΞΙΑΙ (816, 1701, 963, 1712)
shipping-route: ΕΛΛΑΔΑ - ΙΤΑΛΙΑΝ - ΒΗΡΥΤΤΟΝ (1220, 1339, 1530, 1404)
postwar-subhead: ΠΕΘΑΙΝΟΥΝ ΑΠΟ ΚΑΡΔΙΑ (983, 1093, 1125, 1105)
orphanage-line: ΕΛΛΗΝΙΚΗ ΣΩΚΑΤΕΙΩΝ (455, 521, 595, 549)
table-cell: 203 (1136, 1766, 1154, 1777)
market-title: Η ΕΒΔΟΜΑΔΙΑΙΑ ΑΝΑΣΚΟΠΗΣΙΣ ΤΗΣ ΑΓΟΡΑΣ ΑΞΙΩΝ (804, 1552, 1154, 1593)
postwar-subhead: ΜΕΧΡΙ ΕΚΤΡΩΣΙΣ (983, 1200, 1077, 1212)
radio-line: 14.15 Γνωρίζει (23, 276, 93, 287)
hunger-text: Ὁ Πρόεδρος Κέννεντυ σὲ μήνυμά του πρὸς τὸ Παγκόσμιον Συνέδριον Διατροφῆς, ποὺ συνῆλθε στὴν Οὐάσιγκτων, διεκήρυξε τὰ ἀκόλουθα: Ὁ πόλεμος ἐναντίον τῆς πείνας εἶναι ἕνας ἀληθινὸς πόλεμος εἰς τὸν ὁποῖον ὅλοι πρέπει νὰ πάρωμεν μέρος. Ἔχομε τὶς δυνατότητες νὰ ἐξαλείψωμεν τὴν πεῖνα ἀπὸ τὸ πρόσωπο τῆς γῆς, ἀλλὰ ἡ πεῖνα ἐξακολουθεῖ νὰ ὑπάρχῃ. Τὸ μήνυμα τοῦ Προέδρου Κέννεντυ, ἦτο ἰδιαιτέρως συγκινητικόν. Ὑπογράμμισε ὅτι 1.200 ἀντιπρόσωποι τοῦ Συνεδρίου, οἱ ὁποῖοι ἦλθον ἀπὸ περισσοτέρας ἀπὸ 100 χώρας, θὰ συζητήσουν τὴν κατάστασιν τοῦ κόσμου. Κάθε μέρα, περίπου 10.000 ἄνθρωποι πεθαίνουν ἀπὸ τὴν πεῖνα ἢ ἀπὸ ἀσθένειες ποὺ προέρχονται ἀπὸ τὴν κακὴ διατροφή. Ὁ πληθυσμὸς τῆς ὑφηλίου αὐξάνει ταχύτερα ἀπὸ τὴν παραγωγὴν τροφίμων. Τὸ πρόβλημα εἶναι ἰδιαιτέρως ὀξὺ εἰς τὴν Ἀσίαν, τὴν Ἀφρικὴν καὶ τὴν Λατινικὴν Ἀμερικήν, ὅπου δύο τρίτα τοῦ πληθυσμοῦ ὑποσιτίζονται. Ἡ λύσις, κατὰ τὸν Πρόεδρον, εὑρίσκεται εἰς τὴν τεχνικὴν βοήθειαν καὶ εἰς τὴν συνεργασίαν ὅλων τῶν ἐθνῶν. (1168, 147, 1371, 462)
novel-part: — 6 — (210, 568, 242, 579)
radio-athens-schedule (23, 363, 429, 448)
cinema-line: FLIPPER THE DOLPHIN (Τσάκ Κόννορς). (18, 129, 210, 140)
cinema-line: ΟΝΤΕΟΝ — Τηλ. 71866 (18, 141, 137, 152)
shipping-executed: ἐκτελούμεναι (1311, 1405, 1439, 1421)
dotted-rule (908, 23, 1358, 25)
table-row (983, 1717, 1154, 1727)
offerings-title: ΠΡΟΣΦΟΡΑΙ (450, 1265, 790, 1300)
notice-title: ΠΡΟΕΙΔΟΠΟΙΗΣΙΣ (1383, 997, 1578, 1019)
market-body (804, 1597, 1154, 1797)
uaa-office: ΚΑ·Ι·ΡΟΝ : Λεωφόρος Ὄπερας — Τηλ. 74614—49220 (23, 1620, 264, 1631)
cinema-list-right (236, 80, 434, 201)
table-cell: 205 (1106, 1736, 1124, 1747)
memorial-text: Μεθαύριον Κυριακὴν 4ην τρέχοντος καὶ ὥραν 10 π.μ. τελεσθήσεται εἰς τὸν Ἱερὸν Ναὸν τοῦ Κοιμητηρίου ἐτήσιον μνημόσυνον ὑπὲρ ἀναπαύσεως τῆς ψυχῆς τοῦ προσφιλοῦς ἡμῶν συζύγου, πατρός, πάππου, ἀδελφοῦ, θείου καὶ συγγενοῦς (608, 635, 790, 718)
postwar-dateline: ΝΕΑ ΥΟΡΚΗ.— (804, 974, 879, 985)
ship-name: «ΑΛ ΓΚΑΖΑΕΡ» (1371, 1461, 1620, 1497)
table-cell: 1951 (1066, 1706, 1089, 1717)
hunger-dateline: ΟΥΑΣΙΓΚΤΩΝ.— (1168, 135, 1250, 146)
table-cell: Λονδ. Μεζλε (983, 1726, 1041, 1737)
novel-column-left (18, 584, 221, 1435)
radio-line: 15.10 Ἑλληνικὴ ἐπιλεκ. μουσ. (23, 300, 161, 311)
shipping-line: ΤΑΚΤΙΚΑΙ ΓΡΑΜΜΑΙ ΔΙ' ΕΠΙΒΑΤΑΣ (1189, 1301, 1561, 1326)
scandal-left (1168, 837, 1371, 1199)
ship-name: «ΣΥΡΙΑ» (1174, 1461, 1312, 1497)
novel-text: Λέγοντας τὰ λόγια αὐτά, ἐνοιώθα πὼς ἤμουν ἱκανὴ νὰ κάνω ὅ,τι δήποτε. Ἤμουν ἰσχυρογνώμων κι' ἀπίμονη. Ἀπὸ τὸν καιρὸ ποὺ εἶχα κληρονομήσει τὴ τόλμη καὶ τὴν ἀγάπη στὴν κάλλονὴ κι' εἶχα συνηθίσει νὰ στηρίζομαι μονάχα στὸν ἑαυτό μου. Ἔτσι, μὲ τέτοιον χαρακτήρα, ἔφυγα ἀρκετὰ ἐπικίνδυνη ἀνέπαλος. —Καλλίτερα θὰ κάνατε νὰ φεύγατε ἀπὸ τὸ Μάλμπακτ, τὴ συμβουλεύσε ἡ παραμάννα μου. —Μὲ ποιὸ πρόσχημα; Ἀλλὰ στὸ κάστρο εἶναι ἐλεύθερη νὰ φύγης ἐσύ. Ἡ Ἀγνέ, ἔνιωσα κατακόκκινη ἀπὸ θυμό. —Θαρρῶ πὼς ἐπὶ δεκαοκτὼ χρόνια σοῦ ἔδειξα μὲ κάθε τρόπο ὅτι καὶ κάθε περίπτωση τὴν ἀφοσίωσή μου. Πῶς, λοιπόν, τώρα θὰ σ' ἄφηνα σὲ μιὰ ἐπικίνδυνη θέση, γιὰ νὰ τρέξω νὰ προφυλαχθῶ ἐγώ; Δὲν τόλμησα πὼς εἶχες τόσο κακὴ ἰδέα γιὰ μένα καὶ τὴ φιλοφροσύνη μου. Ὅταν ἔλθη ἡ φλογερὴ νύχτα νὰ καρφώνεται ἐπάνω μου, ἄρχισα νὰ ἀφηνόμουν κοντά της, καὶ νὰ κρατῶ μὲ τρυφεράδα τὸ χέρι της. Ἐκεῖ στὸ παράθυρο, τὸ φεγγάρι ἔλαμπε ἐπάνω ἀπὸ τὸ κάστρο καὶ ἡ σκιὰ ἔπεφτε ἐπάνω στὰ σκοτεινὰ νερά τῆς λίμνης. Μόνο ὁ ἀέρας τῆς νύχτας ἀκουγόταν ἀπὸ μακριὰ σὰν ψίθυρος. Ἡ Ἀγνὲ μὲ κοίταξε μὲ φόβο, ἀλλὰ δὲν εἶπε τίποτα. (18, 584, 221, 935)
office-phone: Τηλ. 20604 (1518, 1616, 1576, 1628)
radio-cairo-left (23, 239, 223, 324)
radio-line: 21.35 Συντροφιὰ με μουσική (231, 388, 363, 399)
market-subhead: ΚΡΑΤΙΚΑ ΔΑΝΕΙΑ (846, 1655, 933, 1666)
shipping-office (1174, 1630, 1576, 1645)
orphanage-notice (450, 516, 600, 683)
table-row (983, 1767, 1154, 1777)
radio-line: 23.00 Μουσικὴ χοροῦ (231, 312, 331, 323)
market-left (804, 1597, 975, 1797)
radio-line: 22.30 Ξένο τραγούδι (231, 400, 326, 411)
cinema-line: ΣΤΡΑΝΤ — Τηλ. 22322 (236, 165, 351, 176)
divider (18, 457, 434, 458)
section-title-society: ΚΟΣΜΙΚΑ (450, 41, 604, 76)
radio-athens-right (231, 363, 427, 448)
cinema-line: TEXAS JOHN SLAUGHTER (Τόμ Τρίλον, Χάρη Κάρεϋ). (236, 105, 422, 128)
table-cell: Νίλλο (983, 1756, 1012, 1767)
uaa-banner: UNITED ARAB AIRLINES (23, 1446, 429, 1484)
table-cell: 312 (1136, 1776, 1154, 1787)
postwar-subhead: ΠΟΛΛΑ ΤΑ ΒΙΒΛΙΑ (983, 986, 1083, 998)
table-cell: 712 (1106, 1706, 1124, 1717)
paper-name: «ΑΙΓΥΠΤΟΣ» (778, 12, 909, 28)
table-cell: 712 (1136, 1706, 1154, 1717)
office-address: ΚΑ·Ι·ΡΟΝ : 26, ὁδὸς Σερίφ (Γκουμχουρία), (1174, 1601, 1389, 1613)
cinema-line: ΡΟΥΑΓΙΑΛ — Τηλ. 26329 (236, 93, 362, 104)
orphanage-line: ΟΡΦΑΝΟΤΡΟΦΕΙΟΝ (476, 578, 574, 590)
table-cell: 200 (1106, 1716, 1124, 1727)
shipping-weekly: ΤΑΚΤΙΚΑΙ ΕΒΔΟΜΑΔΙΑΙΑΙ ΑΝΑΧΩΡΗΣΕΙΣ (1230, 1501, 1520, 1517)
hunger-subhead: ΠΩΣ ΑΝΤΙΜΕΤΩΠΙΖΕΤΑΙ ΤΟ ΠΡΟΒΛΗΜΑ (1188, 112, 1562, 129)
